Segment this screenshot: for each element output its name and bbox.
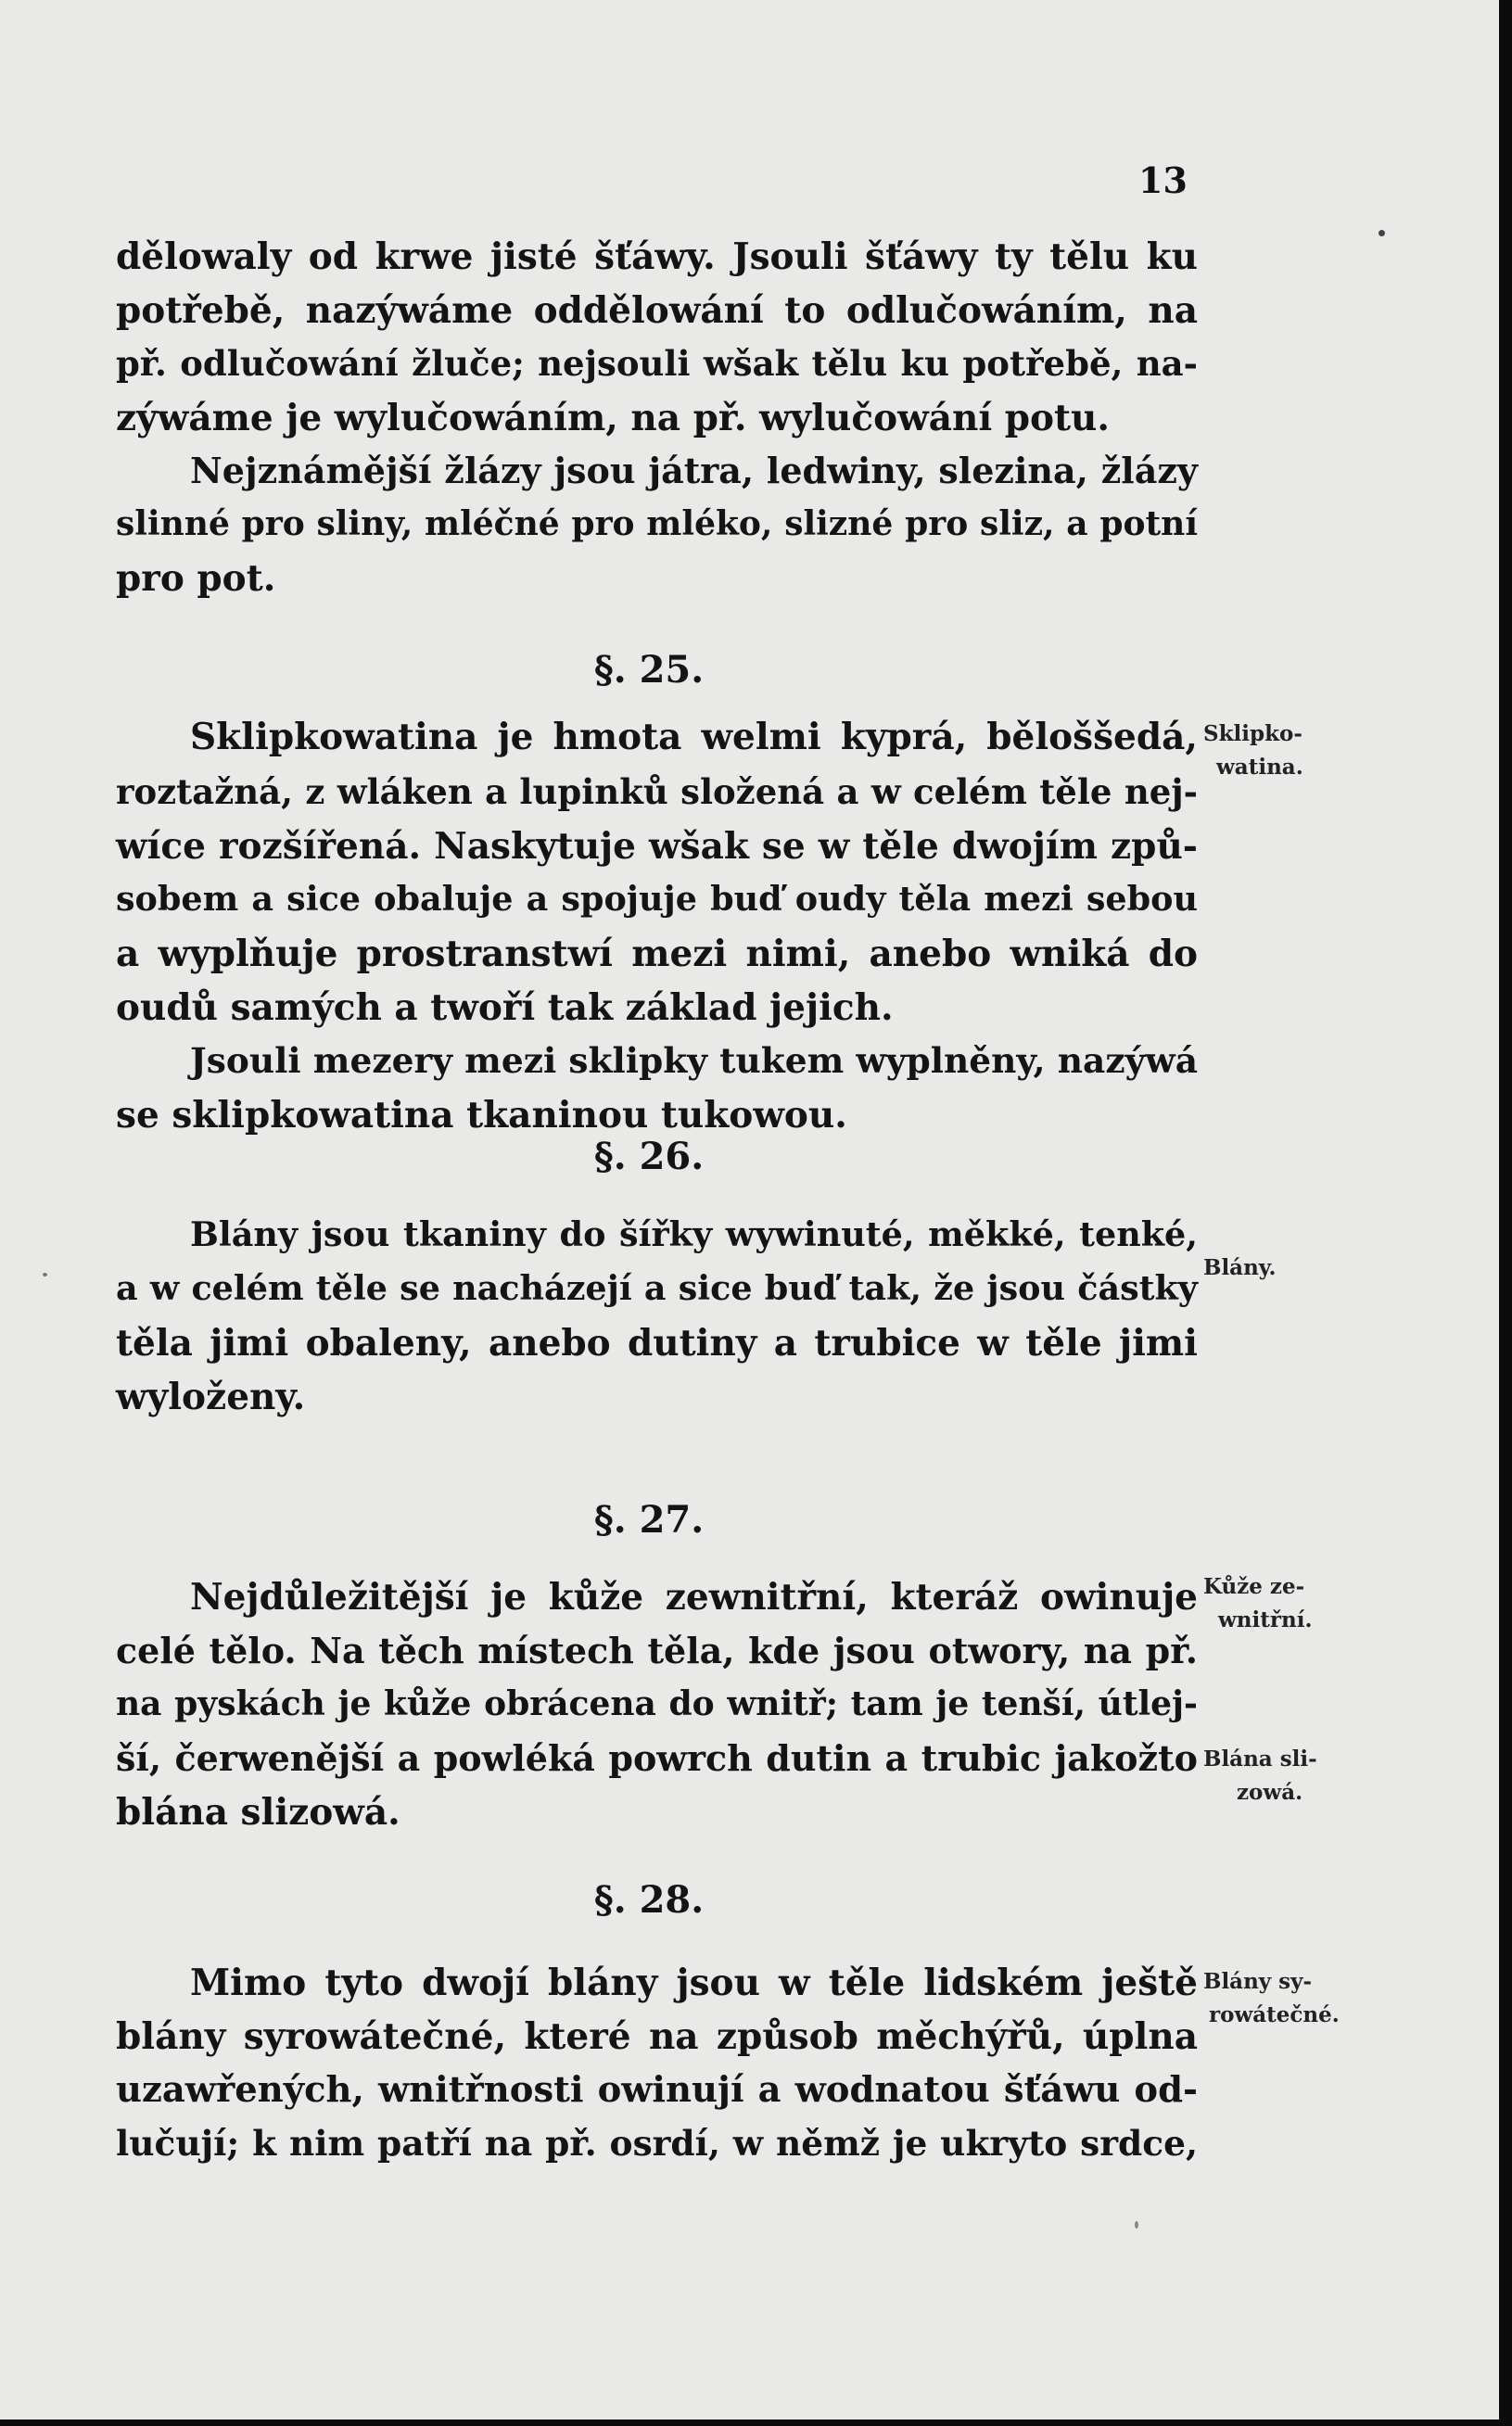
margin-note: rowátečné.	[1209, 2002, 1340, 2027]
text-line: slinné pro sliny, mléčné pro mléko, slizné pro sliz, a potní	[116, 504, 1198, 543]
speck-mark	[1379, 230, 1385, 236]
margin-note: wnitřní.	[1218, 1607, 1313, 1632]
text-line: Sklipkowatina je hmota welmi kyprá, běloššedá,	[190, 716, 1198, 758]
section-heading: §. 28.	[593, 1878, 705, 1922]
margin-note: zowá.	[1237, 1780, 1303, 1805]
text-line: ší, čerwenější a powléká powrch dutin a trubic jakožto	[116, 1737, 1198, 1779]
text-line: wíce rozšířená. Naskytuje wšak se w těle dwojím způ-	[116, 825, 1198, 868]
text-line: oudů samých a twoří tak základ jejich.	[116, 986, 894, 1029]
text-line: Blány jsou tkaniny do šířky wywinuté, měkké, tenké,	[190, 1214, 1198, 1254]
margin-note: Kůže ze-	[1203, 1574, 1305, 1599]
margin-note: Blány sy-	[1203, 1969, 1313, 1994]
text-line: se sklipkowatina tkaninou tukowou.	[116, 1094, 847, 1137]
text-line: Nejdůležitější je kůže zewnitřní, kteráž owinuje	[190, 1576, 1198, 1619]
text-line: těla jimi obaleny, anebo dutiny a trubice w těle jimi	[116, 1322, 1198, 1365]
speck-mark	[1135, 2221, 1138, 2229]
text-line: př. odlučowání žluče; nejsouli wšak tělu ku potřebě, na-	[116, 343, 1198, 384]
section-heading: §. 25.	[593, 648, 705, 692]
text-line: roztažná, z wláken a lupinků složená a w celém těle nej-	[116, 771, 1198, 812]
text-line: zýwáme je wylučowáním, na př. wylučowání potu.	[116, 397, 1110, 439]
text-line: lučují; k nim patří na př. osrdí, w němž je ukryto srdce,	[116, 2123, 1198, 2164]
text-line: pro pot.	[116, 557, 276, 600]
text-line: blána slizowá.	[116, 1791, 400, 1834]
text-line: Mimo tyto dwojí blány jsou w těle lidském ještě	[190, 1962, 1198, 2004]
text-line: a wyplňuje prostranstwí mezi nimi, anebo wniká do	[116, 933, 1198, 975]
text-line: celé tělo. Na těch místech těla, kde jsou otwory, na př.	[116, 1630, 1198, 1671]
text-line: sobem a sice obaluje a spojuje buď oudy těla mezi sebou	[116, 879, 1198, 919]
text-line: Nejznámější žlázy jsou játra, ledwiny, slezina, žlázy	[190, 450, 1198, 491]
text-line: uzawřených, wnitřnosti owinují a wodnatou šťáwu od-	[116, 2069, 1198, 2111]
margin-note: Blána sli-	[1203, 1746, 1317, 1772]
margin-note: watina.	[1216, 755, 1303, 780]
text-line: na pyskách je kůže obrácena do wnitř; tam je tenší, útlej-	[116, 1684, 1198, 1723]
page-number: 13	[1138, 159, 1188, 201]
speck-mark	[43, 1273, 47, 1277]
section-heading: §. 26.	[593, 1135, 705, 1178]
text-line: Jsouli mezery mezi sklipky tukem wyplněny, nazýwá	[190, 1040, 1198, 1081]
text-line: dělowaly od krwe jisté šťáwy. Jsouli šťáwy ty tělu ku	[116, 235, 1198, 278]
text-line: a w celém těle se nacházejí a sice buď tak, že jsou částky	[116, 1268, 1198, 1308]
text-line: blány syrowátečné, které na způsob měchýřů, úplna	[116, 2015, 1198, 2058]
margin-note: Sklipko-	[1203, 721, 1302, 746]
section-heading: §. 27.	[593, 1498, 705, 1542]
text-line: potřebě, nazýwáme oddělowání to odlučowáním, na	[116, 289, 1198, 332]
text-line: wyloženy.	[116, 1376, 306, 1418]
margin-note: Blány.	[1203, 1255, 1277, 1280]
